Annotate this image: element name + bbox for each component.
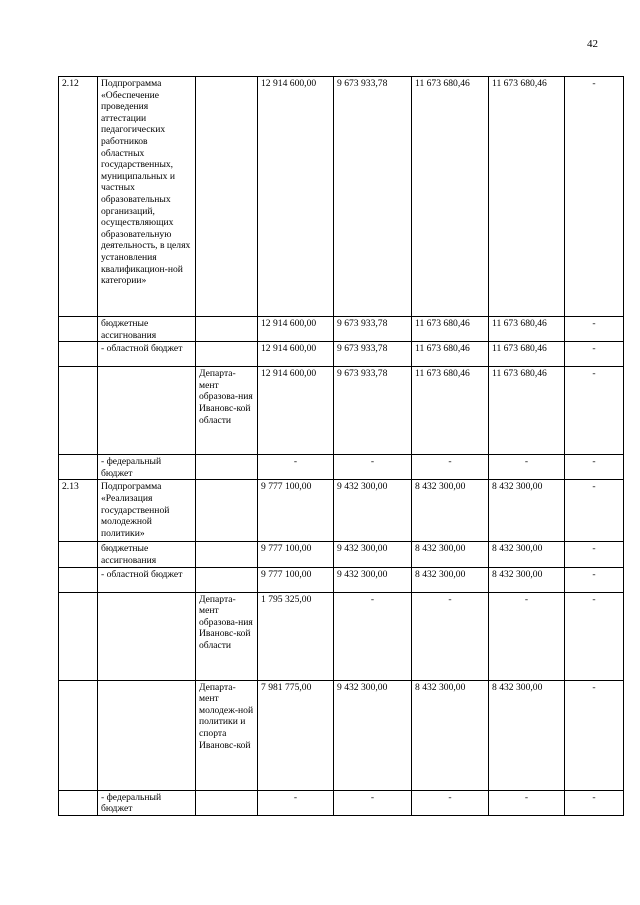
value-cell-3: 11 673 680,46 [412,342,489,367]
value-cell-4: 11 673 680,46 [489,367,565,455]
item-name-cell: - федеральный бюджет [98,455,196,480]
item-name-cell: - областной бюджет [98,567,196,592]
organization-cell [196,317,258,342]
row-number-cell [59,542,98,567]
value-cell-2: 9 673 933,78 [334,317,412,342]
value-cell-3: - [412,455,489,480]
item-name-cell [98,592,196,680]
value-cell-2: 9 432 300,00 [334,480,412,542]
value-cell-2: - [334,790,412,815]
value-cell-5: - [565,367,624,455]
table-row [59,77,624,317]
item-name-cell: бюджетные ассигнования [98,317,196,342]
value-cell-1: 9 777 100,00 [258,480,334,542]
value-cell-3: - [412,592,489,680]
row-number-cell [59,342,98,367]
row-number-cell [59,455,98,480]
organization-cell [196,342,258,367]
row-number-cell [59,592,98,680]
organization-cell [196,455,258,480]
organization-cell [196,542,258,567]
value-cell-3: 8 432 300,00 [412,680,489,790]
item-name-cell: Подпрограмма «Обеспечение проведения аттестации педагогических работников областных государственных, муниципальных и частных образовательных организаций, осуществляющих образовательную деятельность, в целях установления квалификацион-ной категории» [98,77,196,317]
value-cell-5: - [565,77,624,317]
value-cell-4: 8 432 300,00 [489,480,565,542]
value-cell-2: 9 432 300,00 [334,680,412,790]
value-cell-5: - [565,592,624,680]
item-name-cell: Подпрограмма «Реализация государственной молодежной политики» [98,480,196,542]
value-cell-2: 9 673 933,78 [334,367,412,455]
value-cell-1: 9 777 100,00 [258,542,334,567]
row-number-cell [59,680,98,790]
table-row [59,455,624,480]
organization-cell [196,790,258,815]
value-cell-5: - [565,567,624,592]
value-cell-4: 11 673 680,46 [489,317,565,342]
table-row [59,680,624,790]
value-cell-4: - [489,790,565,815]
value-cell-1: 12 914 600,00 [258,77,334,317]
item-name-cell: - областной бюджет [98,342,196,367]
value-cell-1: 12 914 600,00 [258,317,334,342]
row-number-cell: 2.12 [59,77,98,317]
organization-cell: Департа-мент образова-ния Ивановс-кой области [196,592,258,680]
value-cell-5: - [565,317,624,342]
value-cell-4: 8 432 300,00 [489,680,565,790]
value-cell-3: 8 432 300,00 [412,542,489,567]
value-cell-4: 11 673 680,46 [489,77,565,317]
row-number-cell: 2.13 [59,480,98,542]
value-cell-5: - [565,455,624,480]
value-cell-1: 7 981 775,00 [258,680,334,790]
value-cell-2: 9 432 300,00 [334,567,412,592]
value-cell-4: 8 432 300,00 [489,542,565,567]
organization-cell [196,480,258,542]
item-name-cell [98,680,196,790]
organization-cell [196,77,258,317]
value-cell-4: - [489,592,565,680]
value-cell-4: 11 673 680,46 [489,342,565,367]
value-cell-2: 9 673 933,78 [334,342,412,367]
value-cell-5: - [565,790,624,815]
budget-table [58,76,624,816]
value-cell-5: - [565,342,624,367]
value-cell-4: - [489,455,565,480]
row-number-cell [59,367,98,455]
item-name-cell: - федеральный бюджет [98,790,196,815]
organization-cell: Департа-мент образова-ния Ивановс-кой области [196,367,258,455]
row-number-cell [59,567,98,592]
row-number-cell [59,317,98,342]
value-cell-3: 11 673 680,46 [412,367,489,455]
value-cell-1: - [258,455,334,480]
value-cell-4: 8 432 300,00 [489,567,565,592]
value-cell-3: 11 673 680,46 [412,317,489,342]
table-row [59,342,624,367]
value-cell-1: - [258,790,334,815]
table-row [59,567,624,592]
organization-cell: Департа-мент молодеж-ной политики и спорта Ивановс-кой [196,680,258,790]
table-row [59,367,624,455]
value-cell-2: 9 673 933,78 [334,77,412,317]
table-row [59,317,624,342]
value-cell-2: - [334,592,412,680]
value-cell-2: 9 432 300,00 [334,542,412,567]
value-cell-2: - [334,455,412,480]
value-cell-1: 1 795 325,00 [258,592,334,680]
table-row [59,592,624,680]
item-name-cell [98,367,196,455]
page-number: 42 [587,38,598,50]
value-cell-5: - [565,542,624,567]
value-cell-1: 12 914 600,00 [258,367,334,455]
value-cell-1: 12 914 600,00 [258,342,334,367]
row-number-cell [59,790,98,815]
value-cell-1: 9 777 100,00 [258,567,334,592]
item-name-cell: бюджетные ассигнования [98,542,196,567]
value-cell-3: 8 432 300,00 [412,480,489,542]
budget-table-body [59,77,624,816]
value-cell-3: 11 673 680,46 [412,77,489,317]
value-cell-5: - [565,480,624,542]
value-cell-5: - [565,680,624,790]
value-cell-3: - [412,790,489,815]
value-cell-3: 8 432 300,00 [412,567,489,592]
table-row [59,542,624,567]
organization-cell [196,567,258,592]
table-row [59,480,624,542]
table-row [59,790,624,815]
